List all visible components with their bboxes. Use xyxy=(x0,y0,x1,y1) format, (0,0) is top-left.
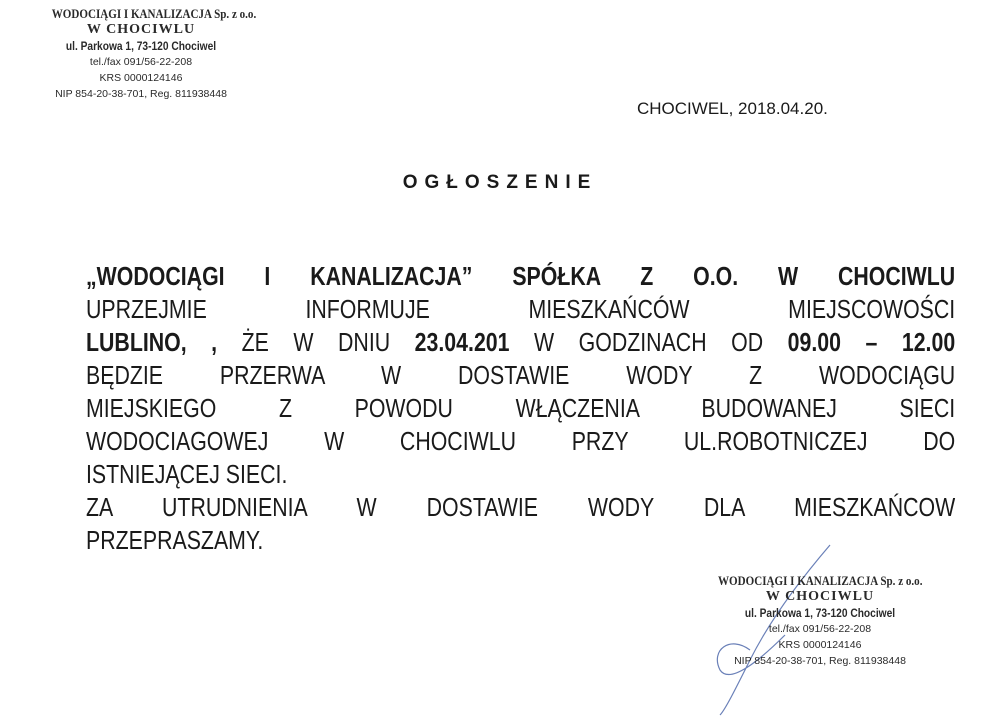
body-line: UPRZEJMIE INFORMUJE MIESZKAŃCÓW MIEJSCOWOŚCI xyxy=(86,294,956,324)
document-title: OGŁOSZENIE xyxy=(402,172,598,193)
stamp-nip: NIP 854-20-38-701, Reg. 811938448 xyxy=(734,655,906,667)
body-line: BĘDZIE PRZERWA W DOSTAWIE WODY Z WODOCIĄGU xyxy=(86,360,956,390)
body-line xyxy=(86,326,955,359)
document-date: CHOCIWEL, 2018.04.20. xyxy=(637,99,828,118)
stamp-company-name: WODOCIĄGI I KANALIZACJA Sp. z o.o. xyxy=(51,6,257,21)
body-line: ZA UTRUDNIENIA W DOSTAWIE WODY DLA MIESZKAŃCOW xyxy=(86,492,956,522)
body-text: ŻE W DNIU xyxy=(241,327,391,357)
body-line: „WODOCIĄGI I KANALIZACJA” SPÓŁKA Z O.O. W CHOCIWLU xyxy=(86,261,956,291)
body-line: ISTNIEJĄCEJ SIECI. xyxy=(86,459,288,489)
stamp-city: W CHOCIWLU xyxy=(86,22,196,37)
stamp-company-name: WODOCIĄGI I KANALIZACJA Sp. z o.o. xyxy=(718,573,923,588)
stamp-city: W CHOCIWLU xyxy=(765,589,875,604)
body-text: W GODZINACH OD xyxy=(534,327,764,357)
village-name: LUBLINO, , xyxy=(86,327,218,357)
outage-date: 23.04.201 xyxy=(414,327,510,357)
company-stamp-bottom xyxy=(700,573,940,669)
stamp-address: ul. Parkowa 1, 73-120 Chociwel xyxy=(744,606,896,620)
stamp-phone: tel./fax 091/56-22-208 xyxy=(89,56,193,68)
announcement-body xyxy=(86,260,955,557)
stamp-nip: NIP 854-20-38-701, Reg. 811938448 xyxy=(55,88,227,100)
body-line: PRZEPRASZAMY. xyxy=(86,525,264,555)
body-line: MIEJSKIEGO Z POWODU WŁĄCZENIA BUDOWANEJ SIECI xyxy=(86,393,956,423)
stamp-krs: KRS 0000124146 xyxy=(99,72,183,84)
stamp-address: ul. Parkowa 1, 73-120 Chociwel xyxy=(65,39,217,53)
stamp-phone: tel./fax 091/56-22-208 xyxy=(768,623,872,635)
company-stamp-top xyxy=(36,6,257,102)
outage-hours: 09.00 – 12.00 xyxy=(787,327,956,357)
stamp-krs: KRS 0000124146 xyxy=(778,639,862,651)
body-line: WODOCIAGOWEJ W CHOCIWLU PRZY UL.ROBOTNICZEJ DO xyxy=(86,426,956,456)
